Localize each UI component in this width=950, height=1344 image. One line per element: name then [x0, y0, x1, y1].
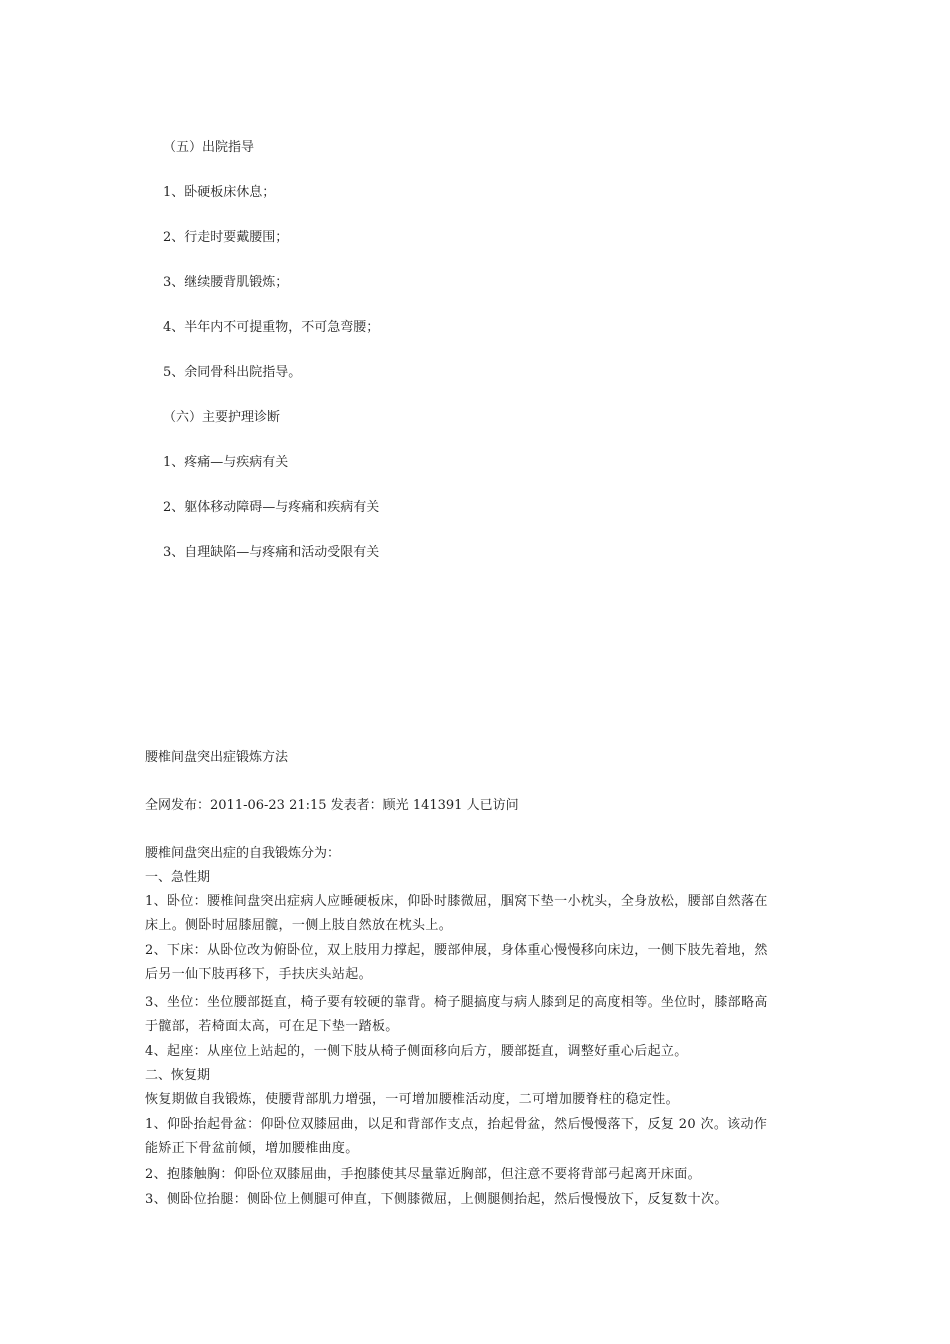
article-intro: 腰椎间盘突出症的自我锻炼分为： — [145, 846, 341, 861]
discharge-guidance-heading: （五）出院指导 — [163, 140, 255, 155]
acute-paragraph-line: 4、起座：从座位上站起的，一侧下肢从椅子侧面移向后方，腰部挺直，调整好重心后起立。 — [145, 1044, 688, 1059]
acute-paragraph-line: 2、下床：从卧位改为俯卧位，双上肢用力撑起，腰部伸展，身体重心慢慢移向床边，一侧下肢先着地，然 — [145, 943, 768, 958]
diagnosis-item: 2、躯体移动障碍—与疼痛和疾病有关 — [163, 500, 380, 515]
acute-paragraph-line: 床上。侧卧时屈膝屈髋，一侧上肢自然放在枕头上。 — [145, 918, 453, 933]
acute-paragraph-line: 3、坐位：坐位腰部挺直，椅子要有较硬的靠背。椅子腿搞度与病人膝到足的高度相等。坐位时，膝部略高 — [145, 995, 768, 1010]
acute-paragraph-line: 于髋部，若椅面太高，可在足下垫一踏板。 — [145, 1019, 399, 1034]
acute-phase-heading: 一、急性期 — [145, 870, 211, 885]
discharge-item: 5、余同骨科出院指导。 — [163, 365, 302, 380]
article-meta: 全网发布：2011-06-23 21:15 发表者：顾光 141391 人已访问 — [145, 798, 519, 813]
discharge-item: 4、半年内不可提重物，不可急弯腰； — [163, 320, 380, 335]
recovery-paragraph-line: 2、抱膝触胸：仰卧位双膝屈曲，手抱膝使其尽量靠近胸部，但注意不要将背部弓起离开床面。 — [145, 1167, 701, 1182]
discharge-item: 3、继续腰背肌锻炼； — [163, 275, 289, 290]
recovery-paragraph-line: 恢复期做自我锻炼，使腰背部肌力增强，一可增加腰椎活动度，二可增加腰脊柱的稳定性。 — [145, 1092, 680, 1107]
discharge-item: 2、行走时要戴腰围； — [163, 230, 289, 245]
diagnosis-item: 3、自理缺陷—与疼痛和活动受限有关 — [163, 545, 380, 560]
recovery-paragraph-line: 3、侧卧位抬腿：侧卧位上侧腿可伸直，下侧膝微屈，上侧腿侧抬起，然后慢慢放下，反复数十次。 — [145, 1192, 728, 1207]
nursing-diagnosis-heading: （六）主要护理诊断 — [163, 410, 281, 425]
recovery-phase-heading: 二、恢复期 — [145, 1068, 211, 1083]
recovery-paragraph-line: 1、仰卧抬起骨盆：仰卧位双膝屈曲，以足和背部作支点，抬起骨盆，然后慢慢落下，反复 20 次。该动作 — [145, 1117, 768, 1132]
acute-paragraph-line: 1、卧位：腰椎间盘突出症病人应睡硬板床，仰卧时膝微屈，腘窝下垫一小枕头，全身放松，腰部自然落在 — [145, 894, 768, 909]
article-title: 腰椎间盘突出症锻炼方法 — [145, 750, 289, 765]
diagnosis-item: 1、疼痛—与疾病有关 — [163, 455, 289, 470]
discharge-item: 1、卧硬板床休息； — [163, 185, 276, 200]
recovery-paragraph-line: 能矫正下骨盆前倾，增加腰椎曲度。 — [145, 1141, 359, 1156]
acute-paragraph-line: 后另一仙下肢再移下，手扶庆头站起。 — [145, 967, 372, 982]
